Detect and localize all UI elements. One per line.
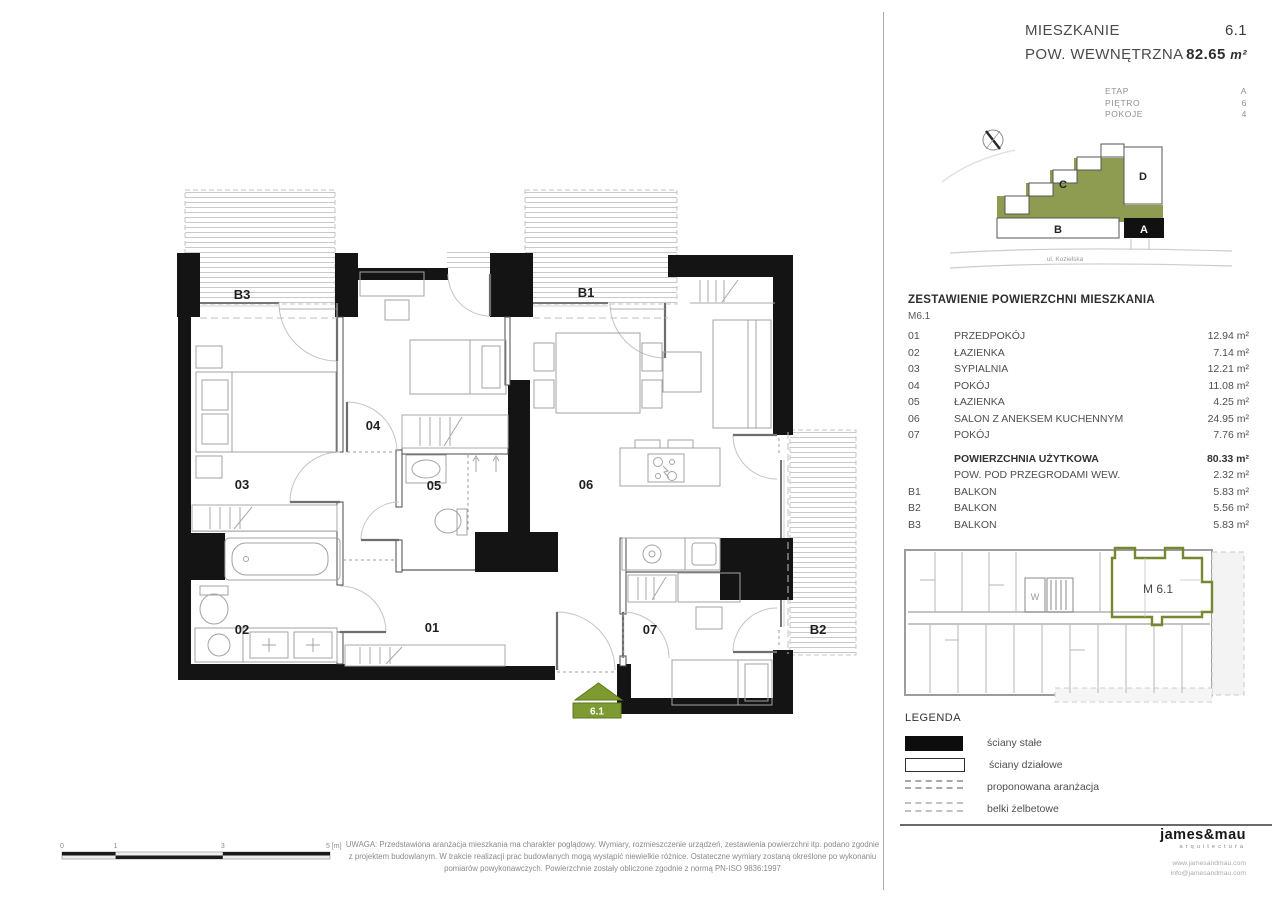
usable-area-row (908, 451, 1249, 468)
schedule-summary (908, 451, 1249, 534)
row-name: ŁAZIENKA (954, 396, 1005, 408)
brand-email: info@jamesandmau.com (1170, 869, 1246, 877)
entrance-marker (573, 683, 622, 718)
legend-item-concrete-beams (905, 798, 1250, 820)
row-id: 01 (908, 330, 920, 342)
row-id: 05 (908, 396, 920, 408)
scale-tick-1: 1 (113, 843, 118, 850)
building-b-label: B (1054, 224, 1062, 236)
window-inner-lines (200, 306, 784, 627)
area-number: 82.65 (1186, 46, 1226, 63)
schedule-row (908, 378, 1249, 395)
meta-etap-value: A (1240, 86, 1247, 96)
partitions-area-label: POW. POD PRZEGRODAMI WEW. (954, 469, 1121, 481)
keyplan-unit-label: M 6.1 (1142, 582, 1174, 596)
balcony-row (908, 517, 1249, 534)
usable-area-value: 80.33 m² (1206, 452, 1249, 465)
row-id: 06 (908, 412, 920, 425)
building-a-label: A (1140, 224, 1148, 236)
row-name: BALKON (954, 502, 997, 514)
row-name: PRZEDPOKÓJ (954, 330, 1026, 342)
wardrobe-hatch (192, 280, 775, 666)
keyplan-elevator-label: W (1030, 592, 1040, 602)
room-label-06: 06 (578, 477, 594, 492)
meta-pokoje-label: POKOJE (1105, 109, 1144, 119)
row-area: 4.25 m² (1213, 396, 1249, 408)
building-c-label: C (1059, 179, 1067, 191)
row-id: B3 (908, 518, 921, 531)
area-label: POW. WEWNĘTRZNA (1025, 46, 1184, 63)
legend-title: LEGENDA (905, 712, 962, 724)
scale-tick-5: 5 [m] (326, 843, 342, 850)
solid-wall-swatch (905, 736, 963, 751)
meta-pokoje (1105, 109, 1247, 121)
schedule-row (908, 345, 1249, 362)
legend-item-partition-walls (905, 754, 1250, 776)
partitions-area-value: 2.32 m² (1213, 469, 1249, 481)
schedule-row (908, 361, 1249, 378)
disclaimer-text: UWAGA: Przedstawiona aranżacja mieszkania ma charakter poglądowy. Wymiary, rozmieszczenie urządzeń, zestawienia powierzchni itp. podano zgodnie z projektem budowlanym. W trakcie realizacji prac budowlanych mogą wystąpić niewielkie różnice. Ostateczne wymiary zostaną określone po wykonaniu pomiarów powykonawczych. Powierzchnie zostały obliczone zgodnie z normą PN-ISO 9836:1997 (345, 840, 880, 874)
balcony-label-b1: B1 (577, 285, 595, 300)
row-name: BALKON (954, 485, 997, 498)
key-plan (900, 540, 1272, 708)
row-name: POKÓJ (954, 429, 990, 441)
concrete-beams-swatch (905, 802, 963, 817)
apartment-label: MIESZKANIE (1025, 22, 1120, 39)
door-leaves (290, 274, 777, 670)
schedule-row (908, 427, 1249, 444)
meta-etap (1105, 86, 1247, 98)
row-area: 12.94 m² (1207, 330, 1249, 342)
schedule-title: ZESTAWIENIE POWIERZCHNI MIESZKANIA (908, 294, 1156, 306)
entrance-label: 6.1 (590, 706, 604, 718)
room-label-04: 04 (365, 418, 381, 433)
schedule-unit: M6.1 (908, 311, 931, 322)
dashed-thresholds (343, 438, 779, 672)
schedule-row (908, 394, 1249, 411)
street-lines (950, 239, 1232, 268)
row-id: 03 (908, 363, 920, 375)
row-id: 04 (908, 379, 920, 392)
row-name: BALKON (954, 518, 997, 531)
thin-wall-lines (192, 531, 720, 572)
meta-pokoje-value: 4 (1241, 109, 1247, 119)
schedule-row (908, 411, 1249, 428)
row-id: 07 (908, 429, 920, 441)
meta-pietro-label: PIĘTRO (1105, 97, 1141, 108)
compass-icon (983, 130, 1003, 150)
row-id: B1 (908, 485, 921, 498)
row-name: SYPIALNIA (954, 363, 1009, 375)
legend (905, 712, 1250, 820)
legend-label: belki żelbetowe (987, 803, 1059, 815)
legend-item-solid-walls (905, 732, 1250, 754)
building-d-label: D (1139, 171, 1147, 183)
legend-label: ściany stałe (987, 737, 1042, 749)
site-diagram (940, 120, 1240, 270)
scale-tick-3: 3 (220, 843, 225, 850)
meta-etap-label: ETAP (1105, 86, 1129, 96)
row-area: 7.14 m² (1213, 346, 1249, 359)
room-label-03: 03 (234, 477, 250, 492)
row-area: 5.56 m² (1213, 502, 1249, 514)
apartment-title-row (1025, 22, 1247, 39)
brand-website: www.jamesandmau.com (1172, 860, 1246, 867)
area-unit: m² (1230, 47, 1247, 62)
room-label-07: 07 (642, 622, 658, 637)
balcony-row (908, 500, 1249, 517)
partitions-area-row (908, 467, 1249, 484)
brand-logo: james&mau (1160, 827, 1246, 843)
meta-block (1105, 86, 1247, 121)
row-area: 5.83 m² (1213, 485, 1249, 498)
schedule-row (908, 328, 1249, 345)
row-area: 12.21 m² (1207, 363, 1249, 375)
row-id: 02 (908, 346, 920, 359)
brand-block (1060, 828, 1246, 878)
row-id: B2 (908, 502, 921, 514)
meta-pietro-value: 6 (1241, 97, 1247, 108)
meta-pietro (1105, 98, 1247, 110)
row-name: POKÓJ (954, 379, 990, 392)
furniture (195, 272, 772, 705)
room-label-02: 02 (234, 622, 250, 637)
area-schedule (908, 294, 1249, 533)
row-name: SALON Z ANEKSEM KUCHENNYM (954, 412, 1124, 425)
legend-label: proponowana aranżacja (987, 781, 1100, 793)
apartment-number: 6.1 (1224, 22, 1247, 39)
balcony-label-b3: B3 (233, 287, 251, 302)
scale-tick-0: 0 (60, 843, 64, 850)
balcony-label-b2: B2 (809, 622, 827, 637)
row-area: 7.76 m² (1213, 429, 1249, 441)
area-value (1186, 46, 1247, 63)
partition-wall-swatch (905, 758, 965, 772)
sheet-header (1025, 22, 1247, 70)
row-name: ŁAZIENKA (954, 346, 1005, 359)
scale-bar (60, 843, 342, 859)
area-title-row (1025, 46, 1247, 63)
balcony-row (908, 484, 1249, 501)
proposed-arrangement-swatch (905, 780, 963, 795)
room-label-05: 05 (426, 478, 442, 493)
brand-tagline: arquitectura (1179, 844, 1246, 850)
legend-label: ściany działowe (989, 759, 1063, 771)
street-label: ul. Kozielska (1046, 256, 1084, 263)
room-label-01: 01 (424, 620, 440, 635)
row-area: 5.83 m² (1213, 518, 1249, 531)
sidebar-divider (883, 12, 884, 890)
row-area: 24.95 m² (1207, 412, 1249, 425)
row-area: 11.08 m² (1208, 379, 1249, 392)
usable-area-label: POWIERZCHNIA UŻYTKOWA (954, 452, 1099, 465)
legend-item-proposed-arrangement (905, 776, 1250, 798)
footer-rule (900, 824, 1272, 826)
brand-contact (1060, 859, 1246, 878)
